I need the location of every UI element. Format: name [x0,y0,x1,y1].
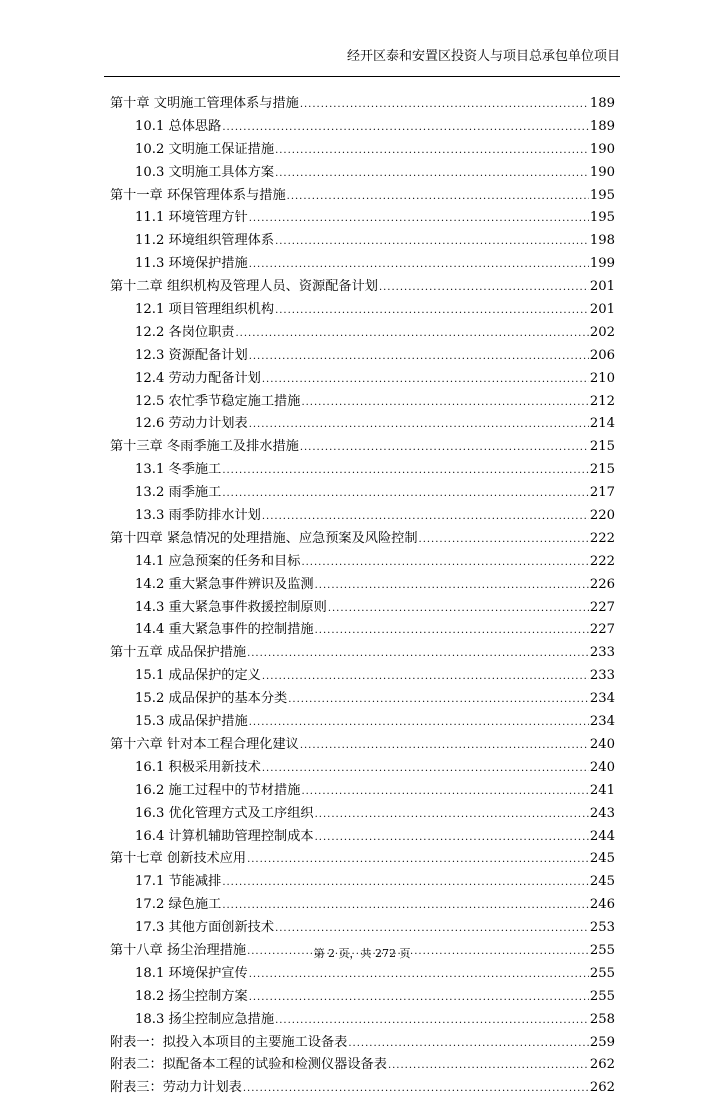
toc-section-entry[interactable] [110,299,615,322]
toc-section-entry[interactable] [110,322,615,345]
toc-entry-title: 第十章 文明施工管理体系与措施 [110,96,299,111]
toc-entry-page: 214 [589,416,615,432]
toc-dot-leader [275,163,589,186]
toc-section-entry[interactable] [110,688,615,711]
toc-entry-title: 17.1 节能减排 [135,874,222,890]
toc-section-entry[interactable] [110,780,615,803]
toc-dot-leader [222,117,589,140]
toc-entry-title: 第十五章 成品保护措施 [110,645,247,661]
toc-entry-page: 245 [589,851,615,867]
toc-dot-leader [315,827,589,850]
toc-entry-page: 255 [589,988,615,1004]
toc-entry-page: 222 [589,530,615,546]
toc-entry-page: 189 [589,96,615,111]
toc-entry-title: 12.3 资源配备计划 [135,347,248,363]
toc-entry-page: 262 [589,1057,615,1073]
toc-entry-title: 12.5 农忙季节稳定施工措施 [135,393,301,409]
toc-entry-title: 15.3 成品保护措施 [135,714,248,730]
toc-entry-page: 189 [589,118,615,134]
toc-section-entry[interactable] [110,986,615,1009]
toc-section-entry[interactable] [110,139,615,162]
toc-dot-leader [379,277,589,300]
toc-entry-title: 15.2 成品保护的基本分类 [135,691,288,707]
toc-section-entry[interactable] [110,116,615,139]
toc-chapter-entry[interactable] [110,642,615,665]
toc-section-entry[interactable] [110,917,615,940]
toc-chapter-entry[interactable] [110,528,615,551]
toc-entry-page: 206 [589,347,615,363]
toc-entry-title: 12.2 各岗位职责 [135,324,235,340]
toc-dot-leader [249,208,589,231]
toc-dot-leader [419,529,589,552]
toc-section-entry[interactable] [110,711,615,734]
toc-section-entry[interactable] [110,230,615,253]
toc-chapter-entry[interactable] [110,734,615,757]
page-footer [0,947,724,961]
toc-dot-leader [222,483,589,506]
toc-entry-title: 12.4 劳动力配备计划 [135,370,261,386]
toc-entry-page: 202 [589,324,615,340]
toc-dot-leader [249,964,589,987]
toc-dot-leader [262,506,589,529]
toc-dot-leader [315,575,589,598]
toc-entry-page: 220 [589,508,615,524]
toc-entry-title: 16.4 计算机辅助管理控制成本 [135,828,314,844]
toc-dot-leader [300,94,589,117]
toc-entry-title: 18.3 扬尘控制应急措施 [135,1011,275,1027]
toc-chapter-entry[interactable] [110,1054,615,1077]
toc-section-entry[interactable] [110,162,615,185]
toc-entry-title: 16.3 优化管理方式及工序组织 [135,805,314,821]
toc-entry-title: 14.1 应急预案的任务和目标 [135,553,301,569]
toc-entry-page: 233 [589,645,615,661]
toc-dot-leader [249,414,589,437]
toc-chapter-entry[interactable] [110,1077,615,1100]
toc-entry-page: 259 [589,1034,615,1050]
header-title: 经开区泰和安置区投资人与项目总承包单位项目 [346,49,620,64]
toc-section-entry[interactable] [110,368,615,391]
toc-chapter-entry[interactable] [110,185,615,208]
toc-dot-leader [275,300,589,323]
toc-section-entry[interactable] [110,803,615,826]
toc-entry-page: 253 [589,920,615,936]
toc-section-entry[interactable] [110,253,615,276]
toc-dot-leader [388,1055,589,1078]
toc-entry-page: 262 [589,1080,615,1096]
toc-section-entry[interactable] [110,963,615,986]
toc-entry-title: 第十二章 组织机构及管理人员、资源配备计划 [110,279,378,295]
toc-entry-page: 190 [589,164,615,180]
toc-section-entry[interactable] [110,413,615,436]
toc-entry-title: 11.1 环境管理方针 [135,210,248,226]
toc-entry-page: 234 [589,691,615,707]
toc-entry-title: 16.2 施工过程中的节材措施 [135,782,301,798]
toc-entry-title: 第十四章 紧急情况的处理措施、应急预案及风险控制 [110,530,418,546]
toc-entry-title: 13.2 雨季施工 [135,485,222,501]
toc-entry-page: 255 [589,942,615,958]
toc-entry-title: 10.2 文明施工保证措施 [135,141,275,157]
toc-entry-page: 234 [589,714,615,730]
toc-dot-leader [328,598,589,621]
toc-dot-leader [288,689,589,712]
toc-entry-page: 195 [589,187,615,203]
toc-entry-title: 18.1 环境保护宣传 [135,965,248,981]
toc-entry-title: 10.3 文明施工具体方案 [135,164,275,180]
toc-dot-leader [262,758,589,781]
toc-dot-leader [300,437,589,460]
toc-entry-title: 第十六章 针对本工程合理化建议 [110,736,299,752]
page-header [104,48,620,66]
toc-entry-page: 195 [589,210,615,226]
toc-entry-title: 附表三：劳动力计划表 [110,1080,242,1096]
toc-entry-page: 201 [589,302,615,318]
toc-dot-leader [301,552,588,575]
toc-entry-title: 18.2 扬尘控制方案 [135,988,248,1004]
toc-dot-leader [249,254,589,277]
toc-chapter-entry[interactable] [110,276,615,299]
toc-dot-leader [275,918,589,941]
toc-section-entry[interactable] [110,871,615,894]
toc-entry-page: 190 [589,141,615,157]
toc-entry-title: 13.3 雨季防排水计划 [135,508,261,524]
toc-entry-title: 15.1 成品保护的定义 [135,668,261,684]
toc-dot-leader [249,712,589,735]
toc-entry-page: 258 [589,1011,615,1027]
toc-dot-leader [262,369,589,392]
toc-dot-leader [315,804,589,827]
toc-entry-title: 17.3 其他方面创新技术 [135,920,275,936]
toc-dot-leader [249,346,589,369]
toc-entry-page: 240 [589,736,615,752]
toc-dot-leader [275,1010,589,1033]
toc-section-entry[interactable] [110,459,615,482]
toc-entry-page: 233 [589,668,615,684]
toc-entry-title: 第十七章 创新技术应用 [110,851,247,867]
toc-section-entry[interactable] [110,1009,615,1032]
toc-entry-page: 244 [589,828,615,844]
toc-entry-title: 14.4 重大紧急事件的控制措施 [135,622,314,638]
toc-dot-leader [262,666,589,689]
toc-entry-page: 215 [589,462,615,478]
toc-section-entry[interactable] [110,505,615,528]
toc-entry-page: 245 [589,874,615,890]
toc-entry-page: 246 [589,897,615,913]
toc-entry-title: 16.1 积极采用新技术 [135,759,261,775]
toc-dot-leader [243,1078,589,1101]
toc-section-entry[interactable] [110,551,615,574]
toc-entry-title: 17.2 绿色施工 [135,897,222,913]
toc-dot-leader [222,460,589,483]
toc-entry-page: 215 [589,439,615,455]
toc-entry-page: 212 [589,393,615,409]
toc-entry-page: 226 [589,576,615,592]
header-divider [104,76,620,77]
toc-entry-title: 第十三章 冬雨季施工及排水措施 [110,439,299,455]
toc-entry-title: 13.1 冬季施工 [135,462,222,478]
toc-chapter-entry[interactable] [110,1032,615,1055]
toc-entry-title: 12.1 项目管理组织机构 [135,302,275,318]
toc-section-entry[interactable] [110,619,615,642]
toc-entry-page: 199 [589,256,615,272]
toc-entry-title: 11.3 环境保护措施 [135,256,248,272]
toc-entry-page: 241 [589,782,615,798]
toc-entry-title: 第十一章 环保管理体系与措施 [110,187,286,203]
toc-chapter-entry[interactable] [110,436,615,459]
toc-section-entry[interactable] [110,207,615,230]
toc-entry-page: 227 [589,599,615,615]
toc-entry-page: 255 [589,965,615,981]
toc-dot-leader [315,620,589,643]
toc-entry-page: 198 [589,233,615,249]
toc-dot-leader [287,186,589,209]
toc-entry-title: 11.2 环境组织管理体系 [135,233,275,249]
toc-entry-page: 227 [589,622,615,638]
toc-section-entry[interactable] [110,665,615,688]
toc-section-entry[interactable] [110,894,615,917]
toc-section-entry[interactable] [110,482,615,505]
toc-dot-leader [301,781,588,804]
toc-dot-leader [222,872,589,895]
toc-entry-title: 12.6 劳动力计划表 [135,416,248,432]
page-number: 第 2 页，共 272 页 [313,947,411,960]
toc-entry-page: 210 [589,370,615,386]
toc-entry-title: 14.2 重大紧急事件辨识及监测 [135,576,314,592]
toc-section-entry[interactable] [110,597,615,620]
toc-entry-title: 附表一：拟投入本项目的主要施工设备表 [110,1034,348,1050]
toc-section-entry[interactable] [110,757,615,780]
toc-section-entry[interactable] [110,345,615,368]
toc-dot-leader [300,735,589,758]
toc-entry-page: 217 [589,485,615,501]
toc-dot-leader [222,895,589,918]
toc-dot-leader [247,849,589,872]
toc-entry-title: 第十八章 扬尘治理措施 [110,942,247,958]
toc-dot-leader [301,392,588,415]
toc-section-entry[interactable] [110,574,615,597]
toc-entry-title: 10.1 总体思路 [135,118,222,134]
toc-dot-leader [275,231,589,254]
toc-dot-leader [247,643,589,666]
toc-section-entry[interactable] [110,826,615,849]
toc-dot-leader [275,140,589,163]
toc-entry-page: 243 [589,805,615,821]
toc-chapter-entry[interactable] [110,848,615,871]
toc-entry-title: 附表二：拟配备本工程的试验和检测仪器设备表 [110,1057,387,1073]
toc-entry-page: 222 [589,553,615,569]
toc-entry-page: 240 [589,759,615,775]
toc-chapter-entry[interactable] [110,93,615,116]
toc-entry-page: 201 [589,279,615,295]
toc-dot-leader [236,323,589,346]
toc-dot-leader [348,1033,588,1056]
toc-section-entry[interactable] [110,391,615,414]
toc-dot-leader [249,987,589,1010]
toc-entry-title: 14.3 重大紧急事件救援控制原则 [135,599,327,615]
